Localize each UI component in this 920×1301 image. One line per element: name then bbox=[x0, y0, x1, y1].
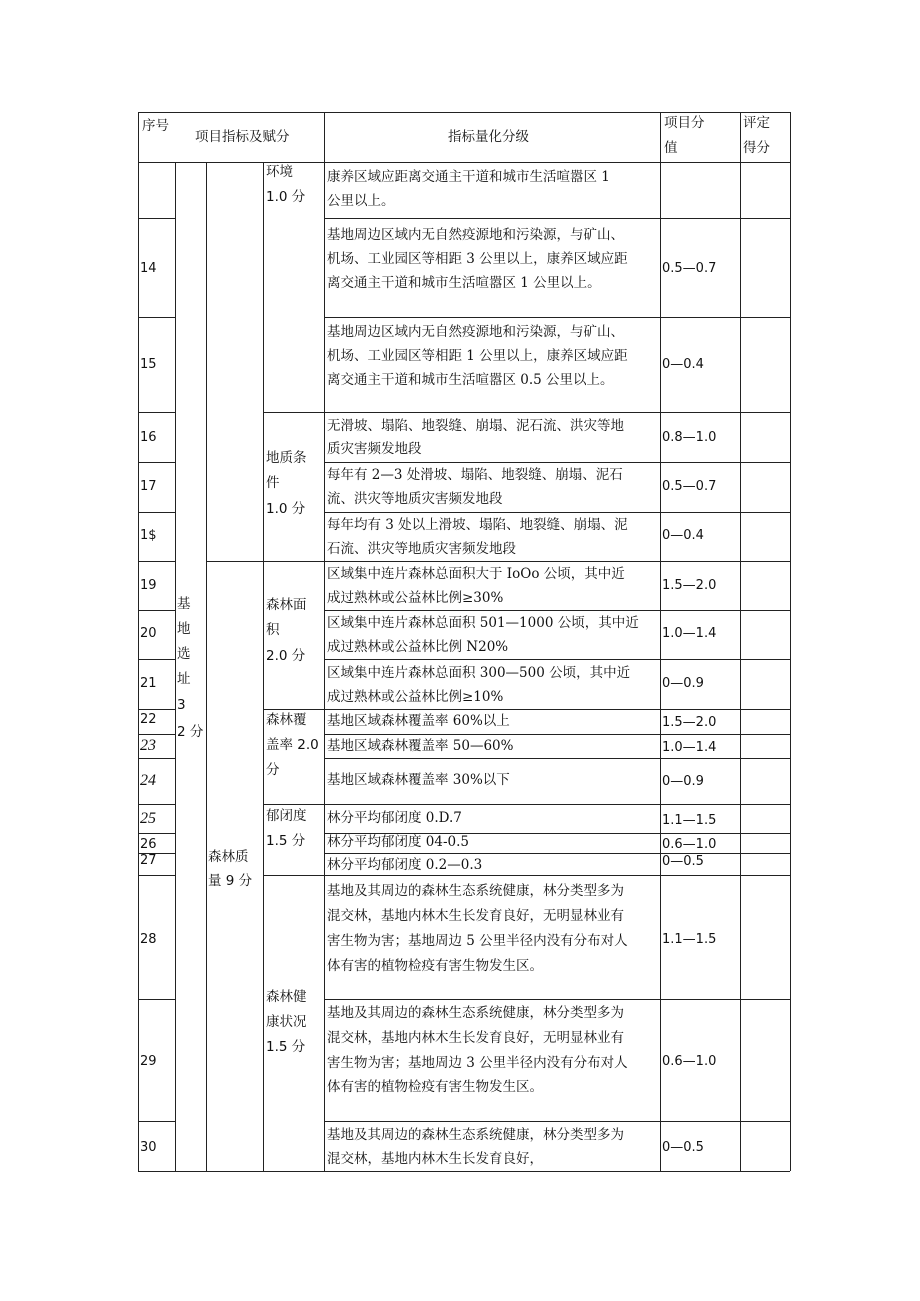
row-criteria: 林分平均郁闭度 0.D.7 bbox=[327, 810, 462, 826]
row-seq: 15 bbox=[140, 357, 157, 372]
level3-forest-coverage: 森林覆 bbox=[266, 712, 307, 728]
column-divider bbox=[324, 112, 325, 1171]
level3-forest-coverage: 盖率 2.0 bbox=[266, 737, 319, 753]
row-criteria: 基地区域森林覆盖率 50—60% bbox=[327, 738, 514, 754]
row-seq: 22 bbox=[140, 712, 157, 727]
row-criteria: 机场、工业园区等相距 1 公里以上，康养区域应距 bbox=[327, 348, 628, 364]
row-criteria: 混交林，基地内林木生长发育良好，无明显林业有 bbox=[327, 908, 624, 924]
row-divider bbox=[324, 1121, 790, 1122]
row-criteria: 基地区域森林覆盖率 60%以上 bbox=[327, 713, 510, 729]
row-criteria: 离交通主干道和城市生活喧嚣区 1 公里以上。 bbox=[327, 275, 601, 291]
header-grading: 指标量化分级 bbox=[448, 129, 529, 145]
row-score: 0—0.5 bbox=[662, 854, 704, 869]
row-criteria: 公里以上。 bbox=[327, 193, 395, 209]
level2-forest-quality: 量 9 分 bbox=[208, 873, 253, 889]
row-criteria: 流、洪灾等地质灾害频发地段 bbox=[327, 491, 503, 507]
row-seq: 19 bbox=[140, 578, 157, 593]
row-divider bbox=[138, 317, 175, 318]
row-seq: 29 bbox=[140, 1054, 157, 1069]
row-criteria: 害生物为害；基地周边 3 公里半径内没有分布对人 bbox=[327, 1055, 628, 1071]
level1-label: 基 bbox=[177, 596, 191, 612]
row-score: 0.6—1.0 bbox=[662, 837, 717, 852]
header-seq: 序号 bbox=[142, 118, 169, 134]
row-criteria: 成过熟林或公益林比例≥30% bbox=[327, 590, 504, 606]
row-score: 1.0—1.4 bbox=[662, 626, 717, 641]
row-divider bbox=[263, 412, 324, 413]
row-criteria: 基地及其周边的森林生态系统健康，林分类型多为 bbox=[327, 1127, 624, 1143]
row-score: 0.8—1.0 bbox=[662, 430, 717, 445]
level3-geology: 地质条 bbox=[266, 450, 307, 466]
row-score: 1.1—1.5 bbox=[662, 932, 717, 947]
row-seq: 26 bbox=[140, 837, 157, 852]
row-criteria: 区域集中连片森林总面积大于 IoOo 公顷，其中近 bbox=[327, 566, 625, 582]
header-score-line1: 项目分 bbox=[664, 115, 705, 131]
row-divider bbox=[138, 561, 175, 562]
row-criteria: 基地区域森林覆盖率 30%以下 bbox=[327, 772, 510, 788]
row-divider bbox=[324, 804, 790, 805]
row-criteria: 石流、洪灾等地质灾害频发地段 bbox=[327, 541, 516, 557]
column-divider bbox=[206, 162, 207, 1171]
row-seq: 24 bbox=[140, 772, 156, 789]
row-criteria: 林分平均郁闭度 0.2—0.3 bbox=[327, 857, 483, 873]
row-criteria: 离交通主干道和城市生活喧嚣区 0.5 公里以上。 bbox=[327, 372, 614, 388]
row-criteria: 体有害的植物检疫有害生物发生区。 bbox=[327, 1079, 543, 1095]
row-seq: 1$ bbox=[140, 528, 157, 543]
row-criteria: 区域集中连片森林总面积 300—500 公顷，其中近 bbox=[327, 665, 631, 681]
level1-label: 地 bbox=[177, 621, 191, 637]
row-criteria: 基地及其周边的森林生态系统健康，林分类型多为 bbox=[327, 1005, 624, 1021]
row-divider bbox=[138, 610, 175, 611]
row-divider bbox=[138, 999, 175, 1000]
row-score: 0—0.9 bbox=[662, 774, 704, 789]
row-criteria: 每年有 2—3 处滑坡、塌陷、地裂缝、崩塌、泥石 bbox=[327, 467, 623, 483]
row-seq: 17 bbox=[140, 479, 157, 494]
row-criteria: 康养区域应距离交通主干道和城市生活喧嚣区 1 bbox=[327, 169, 610, 185]
row-criteria: 每年均有 3 处以上滑坡、塌陷、地裂缝、崩塌、泥 bbox=[327, 517, 628, 533]
row-criteria: 混交林，基地内林木生长发育良好， bbox=[327, 1151, 543, 1167]
level1-label: 2 分 bbox=[177, 724, 204, 740]
level1-label: 址 bbox=[177, 671, 191, 687]
row-criteria: 混交林，基地内林木生长发育良好，无明显林业有 bbox=[327, 1030, 624, 1046]
header-score-line2: 值 bbox=[664, 140, 678, 156]
row-divider bbox=[138, 758, 175, 759]
row-divider bbox=[324, 218, 790, 219]
row-criteria: 成过熟林或公益林比例 N20% bbox=[327, 639, 509, 655]
row-criteria: 基地及其周边的森林生态系统健康，林分类型多为 bbox=[327, 883, 624, 899]
row-divider bbox=[263, 561, 324, 562]
row-criteria: 林分平均郁闭度 04-0.5 bbox=[327, 834, 470, 850]
row-seq: 28 bbox=[140, 932, 157, 947]
row-divider bbox=[138, 804, 175, 805]
row-seq: 30 bbox=[140, 1140, 157, 1155]
row-score: 0—0.5 bbox=[662, 1140, 704, 1155]
level3-forest-area: 森林面 bbox=[266, 597, 307, 613]
row-criteria: 质灾害频发地段 bbox=[327, 441, 422, 457]
row-score: 0—0.4 bbox=[662, 528, 704, 543]
row-score: 0.5—0.7 bbox=[662, 479, 717, 494]
row-divider bbox=[206, 561, 263, 562]
row-divider bbox=[138, 1121, 175, 1122]
row-divider bbox=[138, 412, 175, 413]
row-seq: 27 bbox=[140, 853, 157, 868]
row-score: 1.5—2.0 bbox=[662, 578, 717, 593]
row-seq: 25 bbox=[140, 810, 156, 827]
row-criteria: 区域集中连片森林总面积 501—1000 公顷，其中近 bbox=[327, 615, 639, 631]
row-divider bbox=[138, 875, 175, 876]
level3-canopy: 1.5 分 bbox=[266, 833, 306, 849]
row-criteria: 害生物为害；基地周边 5 公里半径内没有分布对人 bbox=[327, 933, 628, 949]
level3-canopy: 郁闭度 bbox=[266, 808, 307, 824]
row-criteria: 体有害的植物检疫有害生物发生区。 bbox=[327, 958, 543, 974]
level3-environment: 1.0 分 bbox=[266, 189, 306, 205]
level1-label: 3 bbox=[177, 697, 186, 713]
row-seq: 20 bbox=[140, 626, 157, 641]
column-divider bbox=[740, 112, 741, 1171]
row-seq: 16 bbox=[140, 430, 157, 445]
level3-forest-area: 积 bbox=[266, 622, 280, 638]
header-eval-line2: 得分 bbox=[743, 140, 770, 156]
level3-geology: 1.0 分 bbox=[266, 501, 306, 517]
row-divider bbox=[138, 462, 175, 463]
table-border bbox=[790, 112, 791, 1171]
header-item: 项目指标及赋分 bbox=[195, 129, 290, 145]
level3-environment: 环境 bbox=[266, 164, 293, 180]
row-score: 0—0.4 bbox=[662, 357, 704, 372]
column-divider bbox=[263, 162, 264, 1171]
row-criteria: 基地周边区域内无自然疫源地和污染源，与矿山、 bbox=[327, 324, 624, 340]
header-divider bbox=[138, 162, 790, 163]
row-seq: 14 bbox=[140, 261, 157, 276]
level1-label: 选 bbox=[177, 646, 191, 662]
column-divider bbox=[660, 112, 661, 1171]
level3-forest-health: 森林健 bbox=[266, 989, 307, 1005]
table-border bbox=[138, 112, 139, 1171]
row-divider bbox=[138, 512, 175, 513]
row-divider bbox=[324, 317, 790, 318]
row-criteria: 无滑坡、塌陷、地裂缝、崩塌、泥石流、洪灾等地 bbox=[327, 418, 624, 434]
level3-forest-health: 康状况 bbox=[266, 1014, 307, 1030]
row-criteria: 成过熟林或公益林比例≥10% bbox=[327, 689, 504, 705]
row-score: 1.0—1.4 bbox=[662, 740, 717, 755]
row-score: 0.5—0.7 bbox=[662, 261, 717, 276]
level3-geology: 件 bbox=[266, 475, 280, 491]
row-seq: 23 bbox=[140, 737, 156, 754]
row-score: 1.1—1.5 bbox=[662, 813, 717, 828]
row-divider bbox=[138, 659, 175, 660]
row-criteria: 基地周边区域内无自然疫源地和污染源，与矿山、 bbox=[327, 227, 624, 243]
row-divider bbox=[324, 412, 790, 413]
column-divider bbox=[175, 162, 176, 1171]
level3-forest-area: 2.0 分 bbox=[266, 648, 306, 664]
row-score: 1.5—2.0 bbox=[662, 715, 717, 730]
row-score: 0.6—1.0 bbox=[662, 1054, 717, 1069]
row-divider bbox=[263, 875, 324, 876]
row-divider bbox=[138, 218, 175, 219]
row-divider bbox=[324, 758, 790, 759]
level2-forest-quality: 森林质 bbox=[208, 849, 249, 865]
level3-forest-health: 1.5 分 bbox=[266, 1039, 306, 1055]
row-score: 0—0.9 bbox=[662, 676, 704, 691]
level3-forest-coverage: 分 bbox=[266, 762, 280, 778]
row-seq: 21 bbox=[140, 676, 157, 691]
row-criteria: 机场、工业园区等相距 3 公里以上，康养区域应距 bbox=[327, 251, 628, 267]
row-divider bbox=[324, 999, 790, 1000]
header-eval-line1: 评定 bbox=[743, 115, 770, 131]
